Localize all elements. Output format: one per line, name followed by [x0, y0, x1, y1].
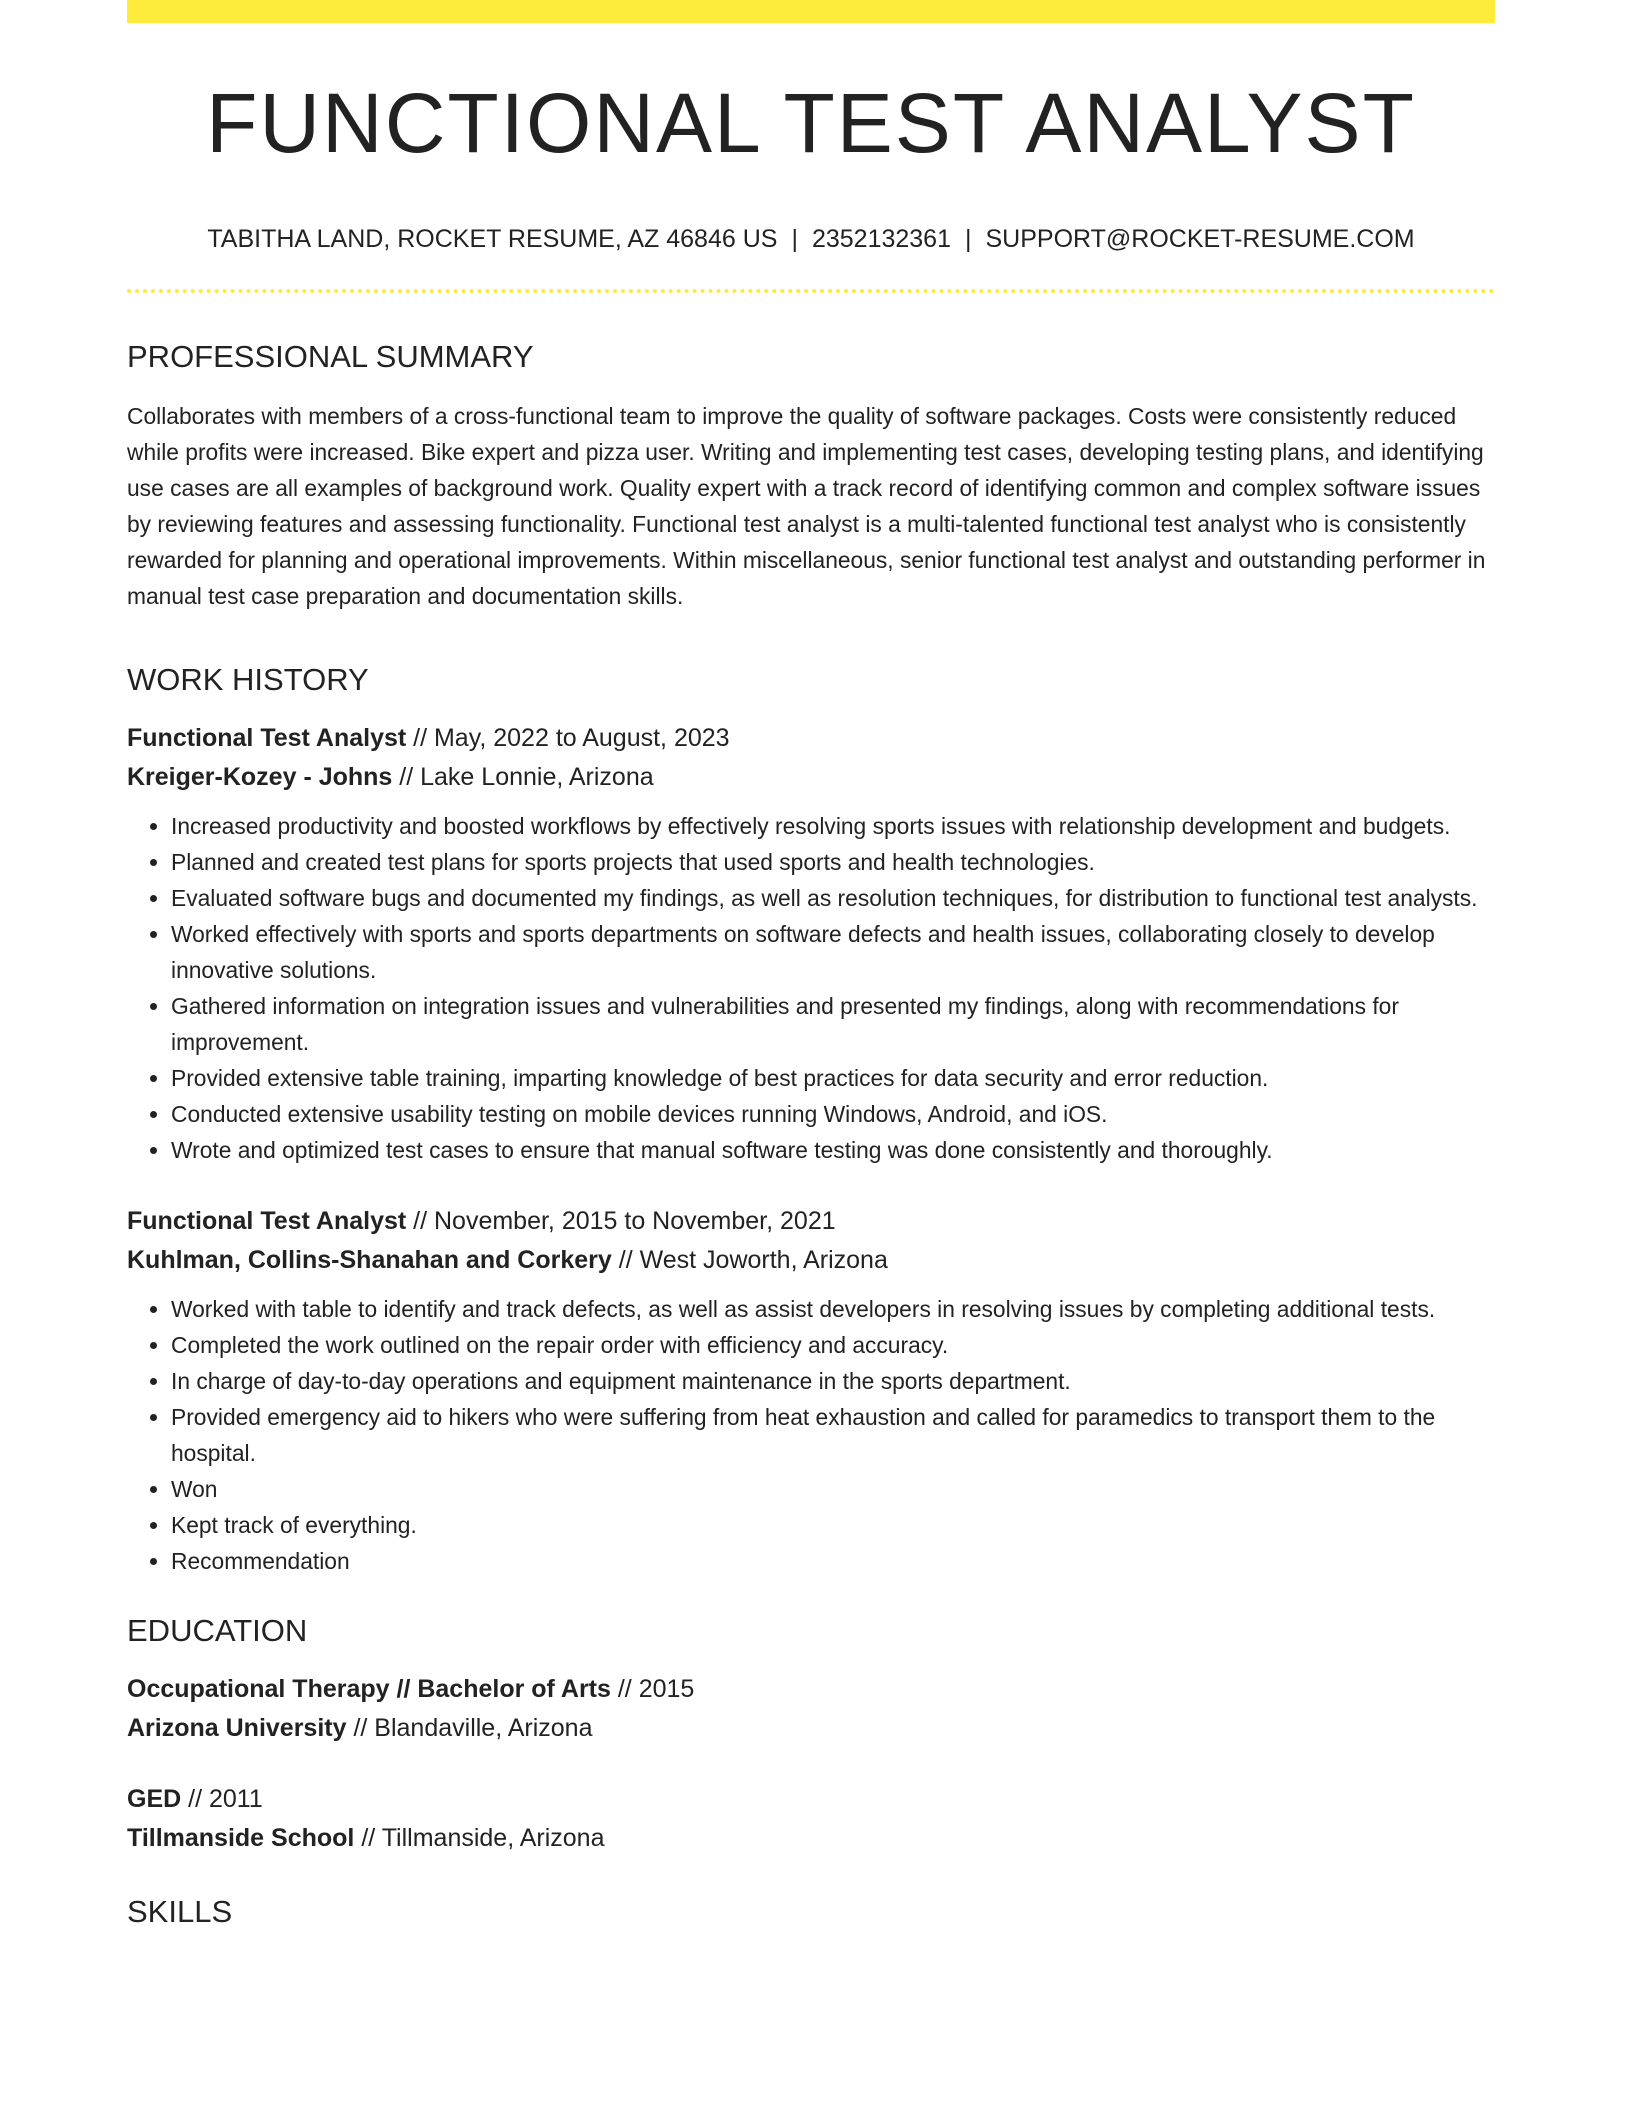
list-item: • Increased productivity and boosted workflows by effectively resolving sports issues with relationship development and budgets. — [171, 808, 1495, 844]
job-company: Kreiger-Kozey - Johns — [127, 763, 393, 791]
top-accent-bar — [127, 0, 1495, 23]
degree: GED — [127, 1785, 182, 1813]
job-duties-list — [127, 808, 1495, 1168]
job-title: Functional Test Analyst — [127, 724, 407, 752]
list-item: • In charge of day-to-day operations and equipment maintenance in the sports department. — [171, 1363, 1495, 1399]
job-title: Functional Test Analyst — [127, 1207, 407, 1235]
list-item: • Kept track of everything. — [171, 1507, 1495, 1543]
school-location: // Tillmanside, Arizona — [354, 1824, 605, 1852]
list-item: • Won — [171, 1471, 1495, 1507]
list-item: • Completed the work outlined on the repair order with efficiency and accuracy. — [171, 1327, 1495, 1363]
degree: Occupational Therapy // Bachelor of Arts — [127, 1675, 611, 1703]
job-entry — [127, 719, 1495, 1168]
list-item: • Provided emergency aid to hikers who were suffering from heat exhaustion and called for paramedics to transport them to the hospital. — [171, 1399, 1495, 1471]
dotted-divider — [127, 289, 1495, 293]
job-title-line — [127, 1202, 1495, 1241]
school-line — [127, 1709, 1495, 1748]
contact-separator: | — [791, 225, 798, 253]
list-item: • Evaluated software bugs and documented my findings, as well as resolution techniques, for distribution to functional test analysts. — [171, 880, 1495, 916]
list-item: • Worked effectively with sports and sports departments on software defects and health issues, collaborating closely to develop innovative solutions. — [171, 916, 1495, 988]
school-location: // Blandaville, Arizona — [346, 1714, 593, 1742]
job-entry — [127, 1202, 1495, 1579]
school-line — [127, 1819, 1495, 1858]
skills-heading: SKILLS — [127, 1894, 233, 1929]
list-item: • Recommendation — [171, 1543, 1495, 1579]
summary-heading: PROFESSIONAL SUMMARY — [127, 339, 534, 374]
job-location: // West Joworth, Arizona — [611, 1246, 888, 1274]
list-item: • Worked with table to identify and track defects, as well as assist developers in resolving issues by completing additional tests. — [171, 1291, 1495, 1327]
job-location: // Lake Lonnie, Arizona — [392, 763, 654, 791]
school: Arizona University — [127, 1714, 347, 1742]
list-item: • Wrote and optimized test cases to ensure that manual software testing was done consistently and thoroughly. — [171, 1132, 1495, 1168]
work-history-heading: WORK HISTORY — [127, 662, 369, 697]
education-entry — [127, 1670, 1495, 1748]
contact-line — [127, 227, 1495, 252]
summary-text: Collaborates with members of a cross-functional team to improve the quality of software packages. Costs were consistently reduced while profits were increased. Bike expert and pizza user. Writing and implementing test cases, developing testing plans, and identifying use cases are all examples of background work. Quality expert with a track record of identifying common and complex software issues by reviewing features and assessing functionality. Functional test analyst is a multi-talented functional test analyst who is consistently rewarded for planning and operational improvements. Within miscellaneous, senior functional test analyst and outstanding performer in manual test case preparation and documentation skills. — [127, 403, 1486, 609]
degree-year: // 2011 — [181, 1785, 263, 1813]
contact-phone: 2352132361 — [811, 225, 951, 253]
page-title: FUNCTIONAL TEST ANALYST — [206, 76, 1416, 170]
degree-year: // 2015 — [610, 1675, 695, 1703]
job-duties-list — [127, 1291, 1495, 1579]
job-title-line — [127, 719, 1495, 758]
list-item: • Gathered information on integration issues and vulnerabilities and presented my findings, along with recommendations for improvement. — [171, 988, 1495, 1060]
job-company-line — [127, 1241, 1495, 1280]
degree-line — [127, 1780, 1495, 1819]
job-dates: // May, 2022 to August, 2023 — [406, 724, 730, 752]
list-item: • Planned and created test plans for sports projects that used sports and health technologies. — [171, 844, 1495, 880]
job-dates: // November, 2015 to November, 2021 — [406, 1207, 836, 1235]
contact-email: SUPPORT@ROCKET-RESUME.COM — [985, 225, 1415, 253]
school: Tillmanside School — [127, 1824, 355, 1852]
contact-address: TABITHA LAND, ROCKET RESUME, AZ 46846 US — [207, 225, 778, 253]
resume-page — [127, 0, 1495, 1927]
job-company: Kuhlman, Collins-Shanahan and Corkery — [127, 1246, 612, 1274]
education-entry — [127, 1780, 1495, 1858]
contact-separator: | — [965, 225, 972, 253]
list-item: • Provided extensive table training, imparting knowledge of best practices for data security and error reduction. — [171, 1060, 1495, 1096]
education-heading: EDUCATION — [127, 1613, 308, 1648]
job-company-line — [127, 758, 1495, 797]
list-item: • Conducted extensive usability testing on mobile devices running Windows, Android, and iOS. — [171, 1096, 1495, 1132]
degree-line — [127, 1670, 1495, 1709]
